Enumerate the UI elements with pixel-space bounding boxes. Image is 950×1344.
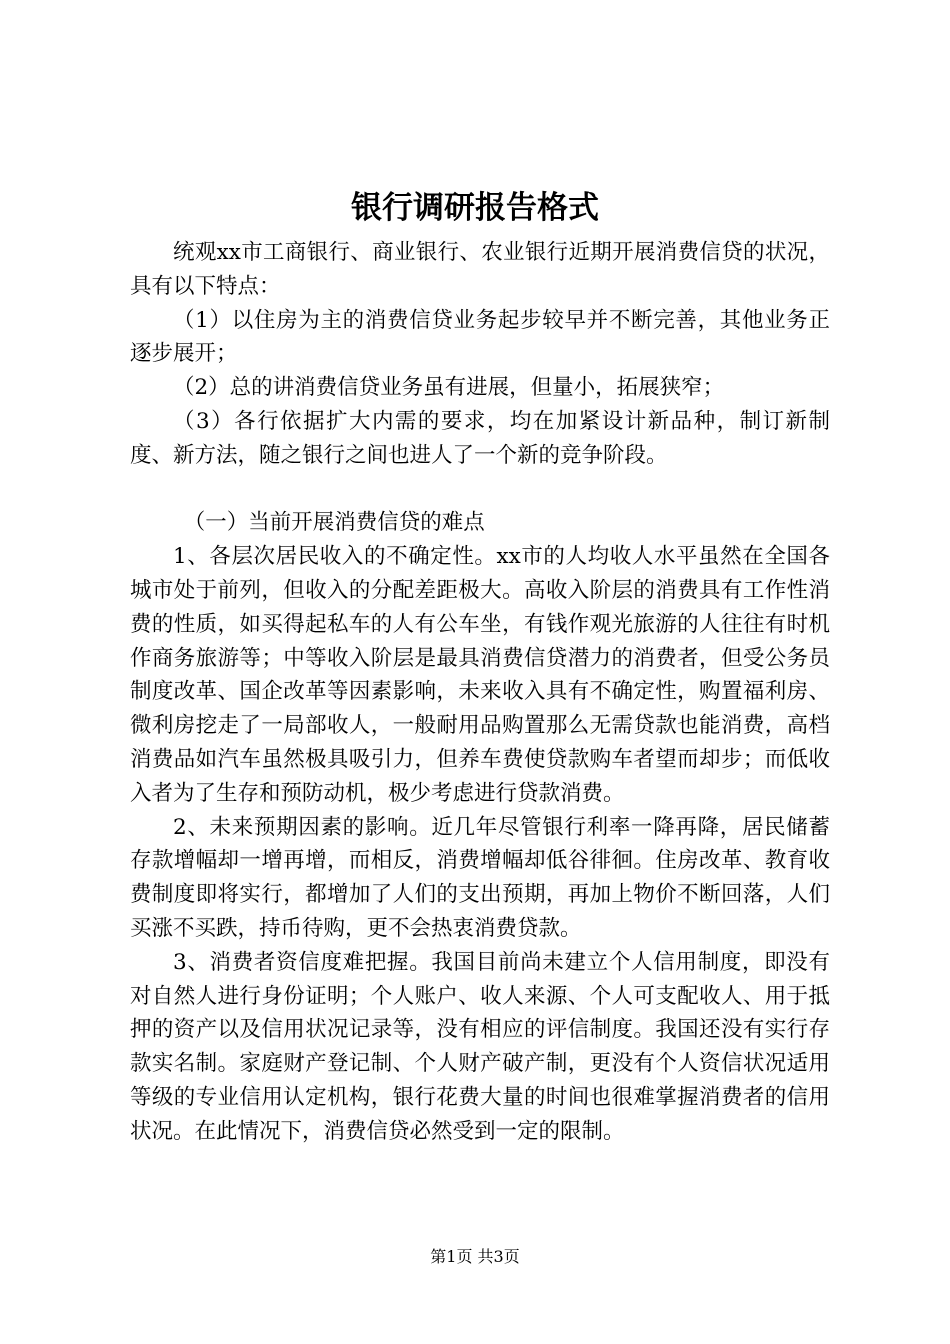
intro-paragraph: 统观xx市工商银行、商业银行、农业银行近期开展消费信贷的状况，具有以下特点： [130,240,830,299]
difficulty-paragraph-2: 2、未来预期因素的影响。近几年尽管银行利率一降再降，居民储蓄存款增幅却一增再增，而相反，消费增幅却低谷徘徊。住房改革、教育收费制度即将实行，都增加了人们的支出预期，再加上物价不断回落，人们买涨不买跌，持币待购，更不会热衷消费贷款。 [130,814,830,941]
point-paragraph-1: （1）以住房为主的消费信贷业务起步较早并不断完善，其他业务正逐步展开； [130,307,830,367]
point-paragraph-2: （2）总的讲消费信贷业务虽有进展，但量小，拓展狭窄； [173,375,725,401]
point-paragraph-3: （3）各行依据扩大内需的要求，均在加紧设计新品种，制订新制度、新方法，随之银行之间也进人了一个新的竞争阶段。 [130,408,830,468]
paragraph-spacer [130,473,830,507]
document-body [130,236,830,1149]
section-heading: （一）当前开展消费信贷的难点 [183,510,485,536]
difficulty-paragraph-3: 3、消费者资信度难把握。我国目前尚未建立个人信用制度，即没有对自然人进行身份证明；个人账户、收人来源、个人可支配收人、用于抵押的资产以及信用状况记录等，没有相应的评信制度。我国还没有实行存款实名制。家庭财产登记制、个人财产破产制，更没有个人资信状况适用等级的专业信用认定机构，银行花费大量的时间也很难掌握消费者的信用状况。在此情况下，消费信贷必然受到一定的限制。 [130,949,830,1144]
difficulty-paragraph-1: 1、各层次居民收入的不确定性。xx市的人均收人水平虽然在全国各城市处于前列，但收入的分配差距极大。高收入阶层的消费具有工作性消费的性质，如买得起私车的人有公车坐，有钱作观光旅游的人往往有时机作商务旅游等；中等收入阶层是最具消费信贷潜力的消费者，但受公务员制度改革、国企改革等因素影响，未来收入具有不确定性，购置福利房、微利房挖走了一局部收人，一般耐用品购置那么无需贷款也能消费，高档消费品如汽车虽然极具吸引力，但养车费使贷款购车者望而却步；而低收入者为了生存和预防动机，极少考虑进行贷款消费。 [130,544,830,806]
page-footer: 第1页 共3页 [430,1247,520,1266]
page-title: 银行调研报告格式 [351,190,599,226]
